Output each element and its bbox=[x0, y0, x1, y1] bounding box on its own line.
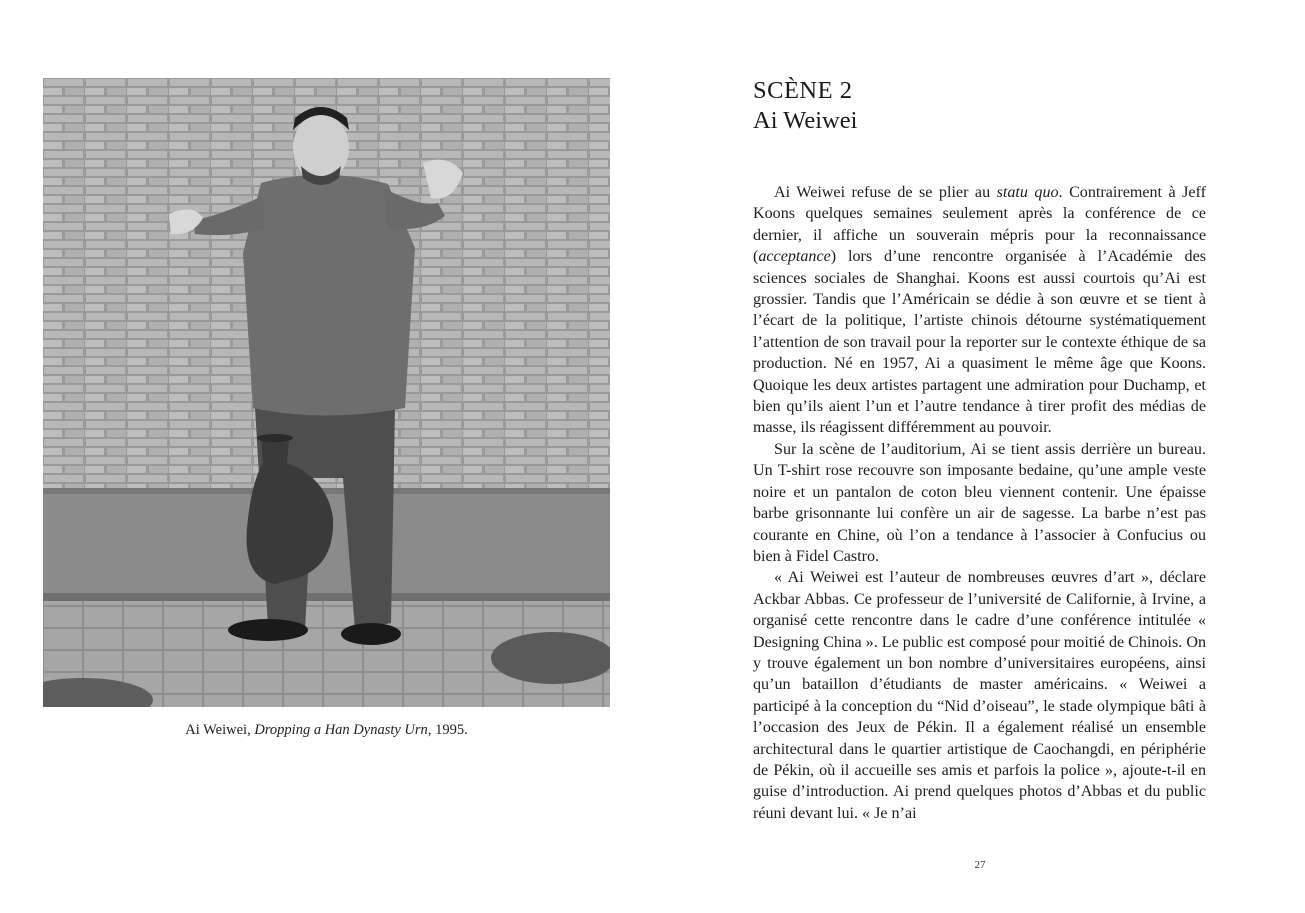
photo-illustration bbox=[43, 78, 610, 707]
text-run: ) lors d’une rencontre organisée à l’Académie des sciences sociales de Shanghai. Koons est aussi courtois qu’Ai est grossier. Tandis que l’Américain se dédie à son œuvre et se tient à l’écart de la politique, l’artiste chinois détourne systématiquement l’attention de son travail pour la reporter sur le contexte éthique de sa production. Né en 1957, Ai a quasiment le même âge que Koons. Quoique les deux artistes partagent une admiration pour Duchamp, et bien qu’ils aient l’un et l’autre tendance à tirer profit des médias de masse, ils réagissent différemment au pouvoir. bbox=[753, 248, 1206, 437]
italic-term: statu quo bbox=[996, 184, 1059, 201]
artwork-photo bbox=[43, 78, 610, 707]
caption-year: , 1995. bbox=[427, 722, 468, 738]
paragraph-1 bbox=[753, 182, 1206, 439]
paragraph-2: Sur la scène de l’auditorium, Ai se tient assis derrière un bureau. Un T-shirt rose recouvre son imposante bedaine, qu’une ample veste noire et un pantalon de coton bleu viennent contenir. Une épaisse barbe grisonnante lui confère un air de sagesse. La barbe n’est pas courante en Chine, où l’on a tendance à l’associer à Confucius ou bien à Fidel Castro. bbox=[753, 440, 1206, 565]
paragraph-3: « Ai Weiwei est l’auteur de nombreuses œuvres d’art », déclare Ackbar Abbas. Ce professeur de l’université de Californie, à Irvine, a organisé cette rencontre dans le cadre d’une conférence intitulée « Designing China ». Le public est composé pour moitié de Chinois. On y trouve également un bon nombre d’universitaires européens, ainsi qu’un bataillon d’étudiants de master américains. « Weiwei a participé à la conception du “Nid d’oiseau”, le stade olympique bâti à l’occasion des Jeux de Pékin. Il a également réalisé un ensemble architectural dans le quartier artistique de Caochangdi, en périphérie de Pékin, où il accueille ses amis et parfois la police », ajoute-t-il en guise d’introduction. Ai prend quelques photos d’Abbas et du public réuni devant lui. « Je n’ai bbox=[753, 569, 1206, 822]
text-run: . Contrairement à Jeff Koons quelques semaines seulement après la conférence de ce dernier, il affiche un souverain mépris pour la reconnaissance ( bbox=[753, 184, 1206, 266]
photo-caption bbox=[43, 722, 610, 739]
chapter-heading bbox=[753, 76, 857, 136]
body-text bbox=[753, 182, 1206, 824]
caption-title: Dropping a Han Dynasty Urn bbox=[254, 722, 428, 738]
scene-number: SCÈNE 2 bbox=[753, 77, 853, 104]
page-number: 27 bbox=[974, 859, 986, 871]
caption-artist: Ai Weiwei, bbox=[185, 722, 255, 738]
scene-title: Ai Weiwei bbox=[753, 107, 858, 134]
text-run: Ai Weiwei refuse de se plier au bbox=[774, 184, 997, 201]
italic-term: acceptance bbox=[758, 248, 831, 266]
